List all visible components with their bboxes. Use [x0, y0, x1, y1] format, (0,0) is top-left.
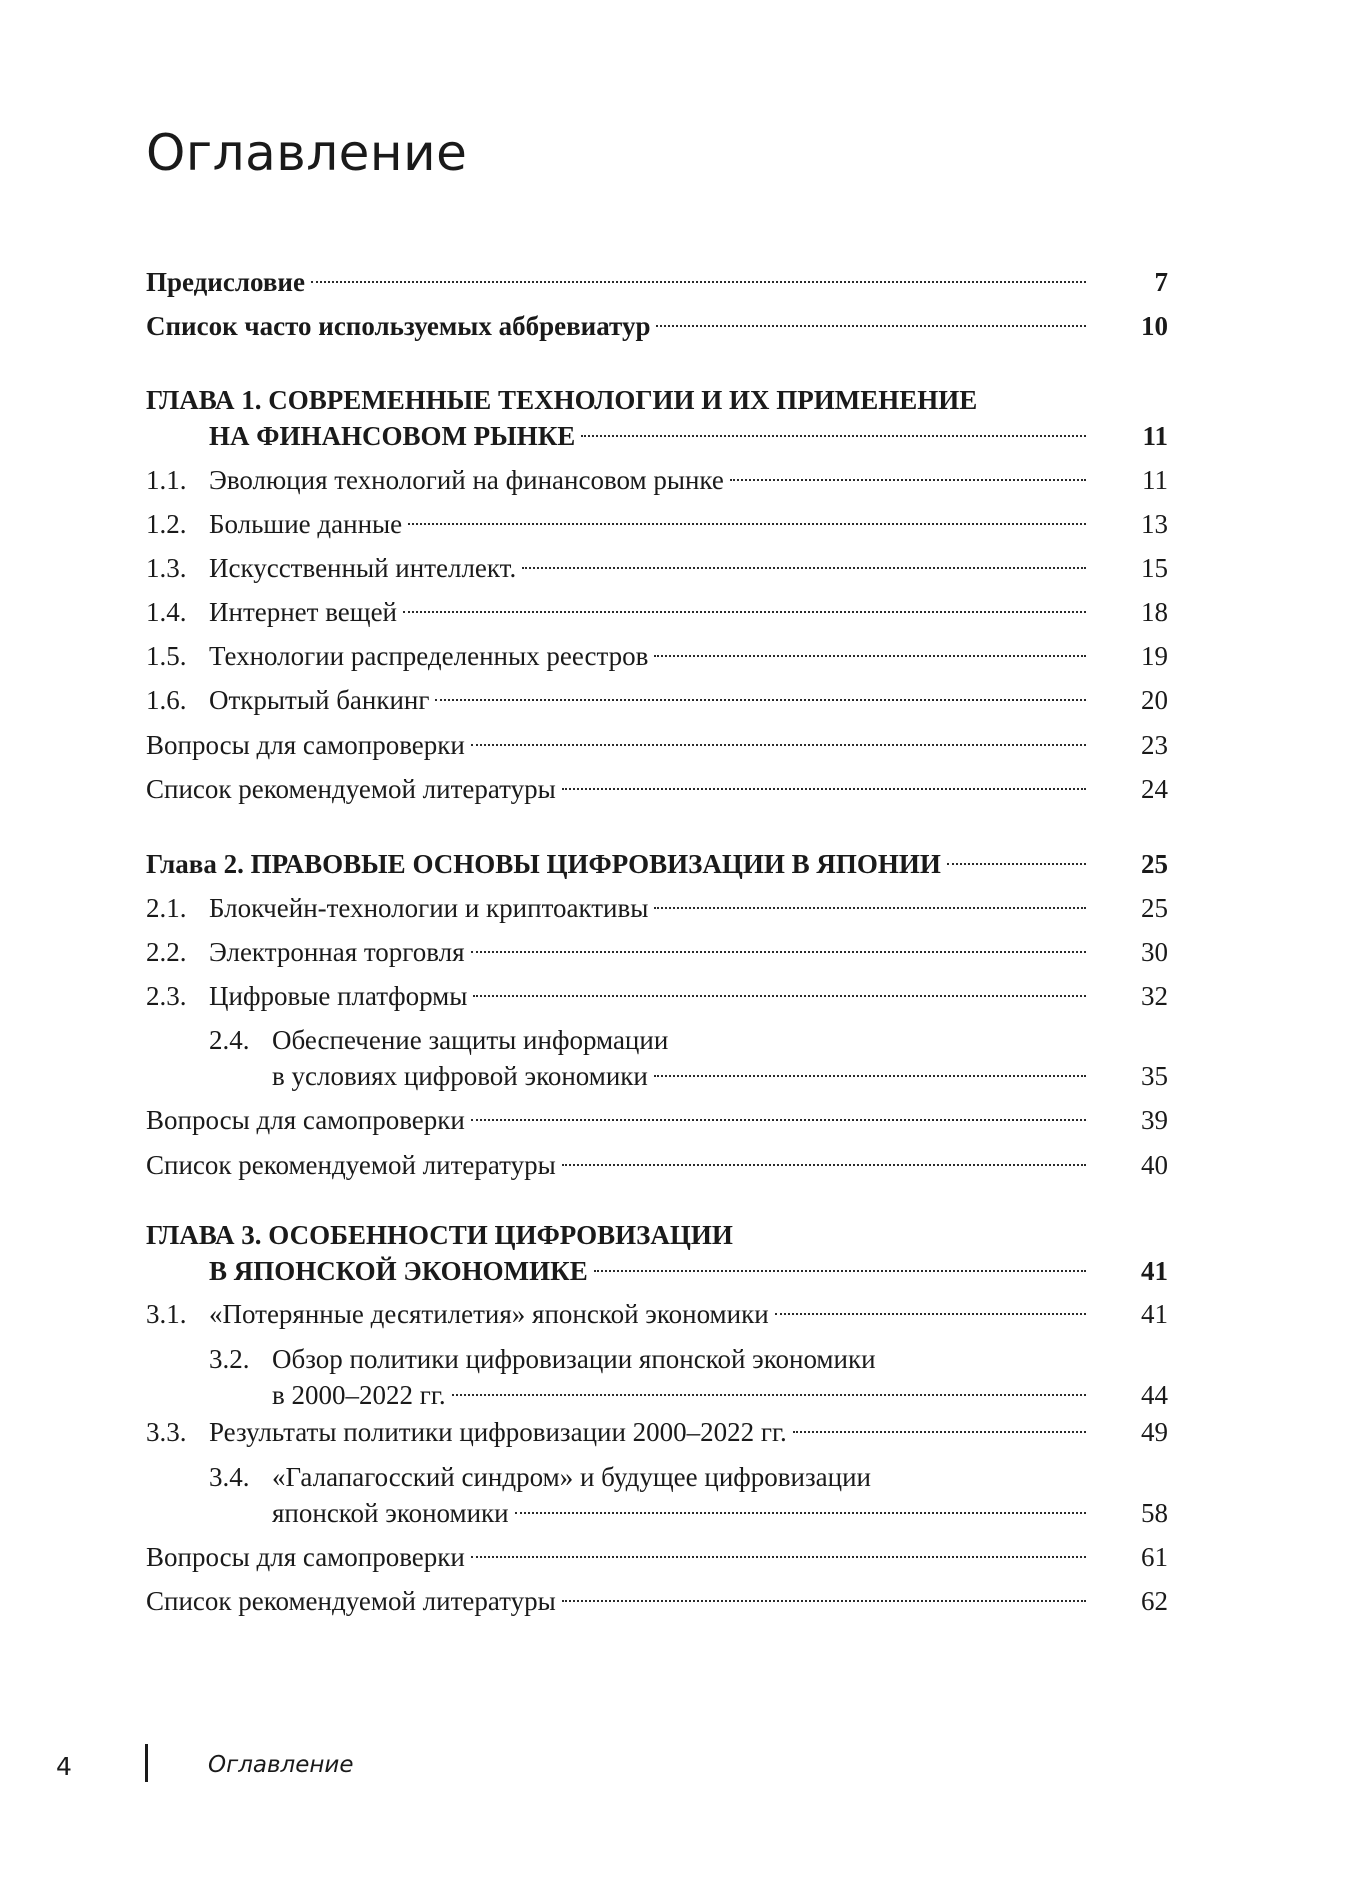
- dot-leader: [730, 478, 1086, 481]
- toc-entry-literature[interactable]: [146, 1579, 1168, 1623]
- toc-entry-questions[interactable]: [146, 1535, 1168, 1579]
- toc-entry-title: Цифровые платформы: [209, 981, 468, 1011]
- toc-entry-number: 1.2.: [146, 509, 187, 539]
- toc-entry-page: 18: [1141, 597, 1168, 627]
- toc-entry-page: 40: [1141, 1150, 1168, 1180]
- toc-entry-page: 25: [1141, 849, 1168, 879]
- toc-entry-title: Интернет вещей: [209, 597, 398, 627]
- toc-entry-section[interactable]: [146, 502, 1168, 546]
- toc-entry-title: японской экономики: [272, 1498, 509, 1528]
- toc-entry-page: 10: [1141, 311, 1168, 341]
- dot-leader: [581, 434, 1086, 437]
- toc-entry-number: 1.4.: [146, 597, 187, 627]
- dot-leader: [562, 787, 1086, 790]
- toc-entry-title-line1: ГЛАВА 1. СОВРЕМЕННЫЕ ТЕХНОЛОГИИ И ИХ ПРИМЕНЕНИЕ: [146, 385, 978, 415]
- toc-entry-title: Список рекомендуемой литературы: [146, 1586, 556, 1616]
- toc-entry-page: 20: [1141, 685, 1168, 715]
- toc-entry-section[interactable]: [146, 678, 1168, 722]
- toc-entry-page: 41: [1141, 1299, 1168, 1329]
- dot-leader: [435, 698, 1086, 701]
- dot-leader: [594, 1269, 1086, 1272]
- toc-entry-number: 3.4.: [209, 1462, 250, 1492]
- dot-leader: [775, 1312, 1086, 1315]
- toc-entry-section[interactable]: [146, 1292, 1168, 1336]
- toc-entry-chapter-3[interactable]: [146, 1213, 1168, 1297]
- dot-leader: [408, 522, 1086, 525]
- toc-entry-abbreviations[interactable]: [146, 304, 1168, 348]
- toc-entry-title: Открытый банкинг: [209, 685, 430, 715]
- toc-entry-page: 58: [1141, 1498, 1168, 1528]
- toc-entry-section[interactable]: [146, 590, 1168, 634]
- toc-entry-title-line1: ГЛАВА 3. ОСОБЕННОСТИ ЦИФРОВИЗАЦИИ: [146, 1220, 733, 1250]
- toc-entry-title: НА ФИНАНСОВОМ РЫНКЕ: [209, 421, 576, 451]
- toc-entry-title: в 2000–2022 гг.: [272, 1380, 446, 1410]
- dot-leader: [656, 324, 1086, 327]
- toc-entry-page: 23: [1141, 730, 1168, 760]
- toc-entry-page: 11: [1142, 421, 1168, 451]
- toc-entry-title: «Потерянные десятилетия» японской экономики: [209, 1299, 769, 1329]
- toc-entry-page: 15: [1141, 553, 1168, 583]
- toc-entry-title: в условиях цифровой экономики: [272, 1061, 648, 1091]
- dot-leader: [654, 1074, 1086, 1077]
- toc-entry-title: Список часто используемых аббревиатур: [146, 311, 651, 341]
- toc-entry-page: 32: [1141, 981, 1168, 1011]
- toc-entry-title: Вопросы для самопроверки: [146, 730, 465, 760]
- dot-leader: [562, 1163, 1086, 1166]
- toc-entry-section[interactable]: [146, 974, 1168, 1018]
- toc-entry-number: 1.3.: [146, 553, 187, 583]
- toc-entry-literature[interactable]: [146, 767, 1168, 811]
- toc-entry-number: 3.1.: [146, 1299, 187, 1329]
- dot-leader: [403, 610, 1086, 613]
- toc-entry-title: Вопросы для самопроверки: [146, 1542, 465, 1572]
- toc-entry-section[interactable]: [146, 1455, 1168, 1539]
- page-title: Оглавление: [146, 124, 468, 182]
- toc-entry-title: Искусственный интеллект.: [209, 553, 517, 583]
- toc-entry-title: Эволюция технологий на финансовом рынке: [209, 465, 724, 495]
- toc-entry-section[interactable]: [146, 1410, 1168, 1454]
- toc-entry-number: 1.6.: [146, 685, 187, 715]
- toc-entry-number: 2.3.: [146, 981, 187, 1011]
- toc-entry-page: 30: [1141, 937, 1168, 967]
- toc-entry-number: 2.4.: [209, 1025, 250, 1055]
- toc-entry-title: Список рекомендуемой литературы: [146, 774, 556, 804]
- toc-entry-page: 62: [1141, 1586, 1168, 1616]
- toc-entry-page: 11: [1142, 465, 1168, 495]
- toc-entry-number: 3.2.: [209, 1344, 250, 1374]
- toc-entry-section[interactable]: [146, 1018, 1168, 1102]
- toc-entry-title: Список рекомендуемой литературы: [146, 1150, 556, 1180]
- dot-leader: [793, 1430, 1086, 1433]
- toc-entry-title: В ЯПОНСКОЙ ЭКОНОМИКЕ: [209, 1256, 588, 1286]
- toc-entry-section[interactable]: [146, 886, 1168, 930]
- toc-entry-chapter-2[interactable]: [146, 842, 1168, 886]
- toc-entry-page: 41: [1141, 1256, 1168, 1286]
- toc-entry-title: Вопросы для самопроверки: [146, 1105, 465, 1135]
- toc-entry-page: 25: [1141, 893, 1168, 923]
- dot-leader: [452, 1393, 1086, 1396]
- toc-entry-page: 35: [1141, 1061, 1168, 1091]
- dot-leader: [471, 743, 1086, 746]
- toc-entry-questions[interactable]: [146, 723, 1168, 767]
- dot-leader: [471, 950, 1087, 953]
- toc-entry-title: Электронная торговля: [209, 937, 465, 967]
- dot-leader: [654, 906, 1086, 909]
- toc-entry-page: 24: [1141, 774, 1168, 804]
- toc-entry-chapter-1[interactable]: [146, 378, 1168, 462]
- toc-entry-section[interactable]: [146, 930, 1168, 974]
- toc-entry-title: Результаты политики цифровизации 2000–2022 гг.: [209, 1417, 787, 1447]
- toc-entry-page: 61: [1141, 1542, 1168, 1572]
- footer-section-label: Оглавление: [208, 1752, 354, 1778]
- dot-leader: [562, 1599, 1086, 1602]
- toc-entry-number: 2.2.: [146, 937, 187, 967]
- toc-entry-page: 49: [1141, 1417, 1168, 1447]
- toc-entry-page: 19: [1141, 641, 1168, 671]
- toc-entry-literature[interactable]: [146, 1143, 1168, 1187]
- toc-entry-title: Блокчейн-технологии и криптоактивы: [209, 893, 649, 923]
- dot-leader: [522, 566, 1086, 569]
- footer-page-number: 4: [56, 1752, 72, 1781]
- dot-leader: [311, 280, 1086, 283]
- dot-leader: [515, 1511, 1086, 1514]
- dot-leader: [654, 654, 1086, 657]
- toc-entry-section[interactable]: [146, 1337, 1168, 1421]
- toc-entry-section[interactable]: [146, 458, 1168, 502]
- dot-leader: [947, 862, 1086, 865]
- footer-divider: [145, 1744, 148, 1782]
- toc-entry-page: 13: [1141, 509, 1168, 539]
- toc-entry-number: 1.5.: [146, 641, 187, 671]
- toc-entry-number: 3.3.: [146, 1417, 187, 1447]
- toc-entry-page: 44: [1141, 1380, 1168, 1410]
- toc-entry-title: Большие данные: [209, 509, 403, 539]
- toc-entry-title: Глава 2. ПРАВОВЫЕ ОСНОВЫ ЦИФРОВИЗАЦИИ В ЯПОНИИ: [146, 849, 941, 879]
- toc-entry-page: 7: [1154, 267, 1168, 297]
- dot-leader: [473, 994, 1086, 997]
- toc-entry-title-line1: «Галапагосский синдром» и будущее цифровизации: [272, 1462, 871, 1492]
- toc-entry-number: 1.1.: [146, 465, 187, 495]
- toc-entry-preface[interactable]: [146, 260, 1168, 304]
- toc-entry-title: Технологии распределенных реестров: [209, 641, 649, 671]
- toc-entry-title-line1: Обзор политики цифровизации японской экономики: [272, 1344, 876, 1374]
- dot-leader: [471, 1555, 1086, 1558]
- toc-entry-section[interactable]: [146, 634, 1168, 678]
- toc-entry-title: Предисловие: [146, 267, 305, 297]
- toc-entry-number: 2.1.: [146, 893, 187, 923]
- toc-entry-questions[interactable]: [146, 1098, 1168, 1142]
- toc-entry-page: 39: [1141, 1105, 1168, 1135]
- toc-entry-section[interactable]: [146, 546, 1168, 590]
- dot-leader: [471, 1118, 1086, 1121]
- toc-entry-title-line1: Обеспечение защиты информации: [272, 1025, 669, 1055]
